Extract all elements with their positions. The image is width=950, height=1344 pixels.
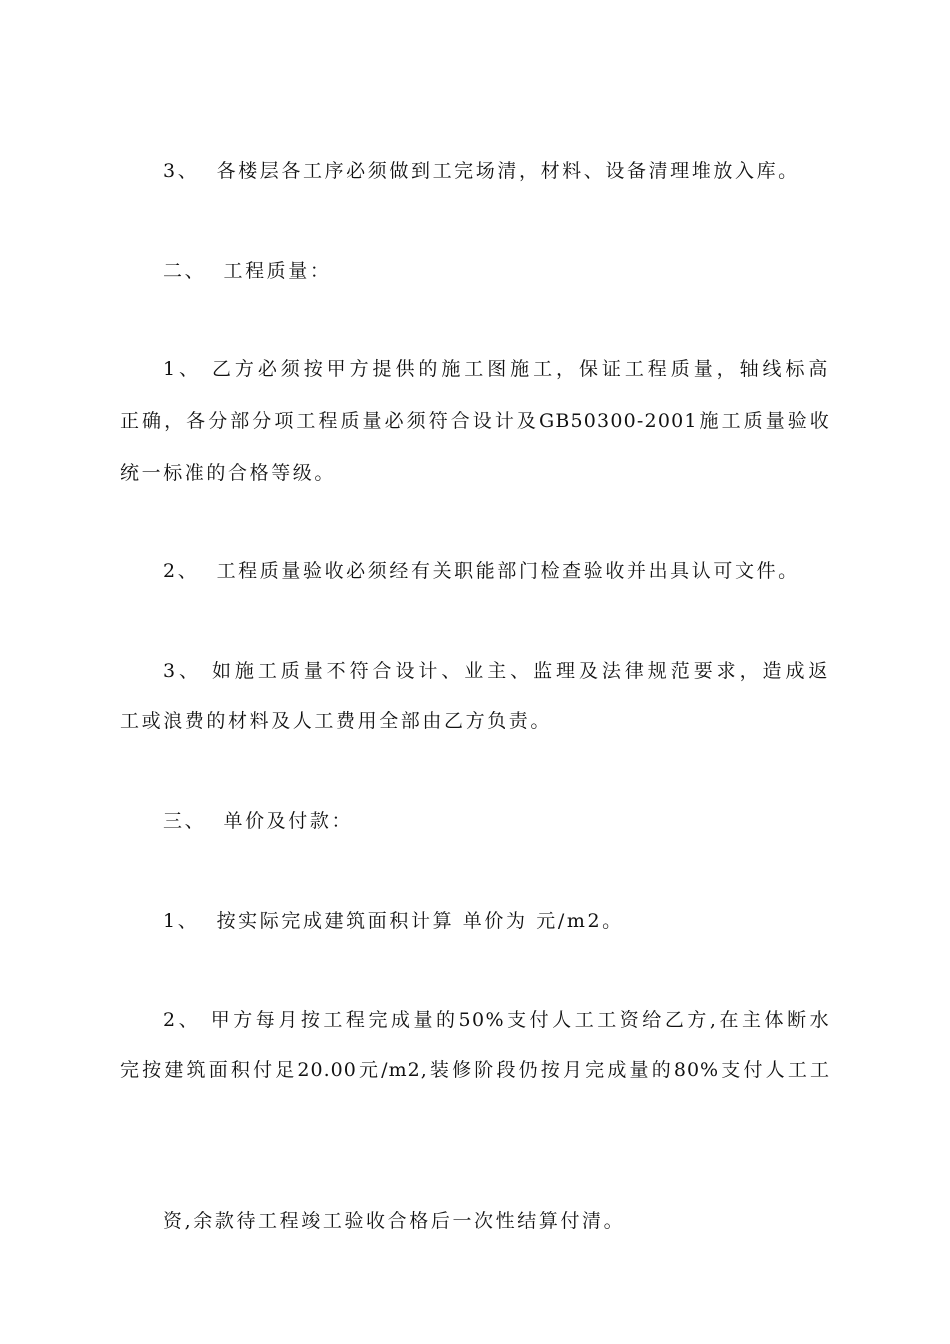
- paragraph-item-3-cleanup: 3、 各楼层各工序必须做到工完场清，材料、设备清理堆放入库。: [163, 160, 800, 182]
- paragraph-quality-1-line-3: 统一标准的合格等级。: [120, 462, 337, 484]
- section-heading-quality: 二、 工程质量：: [163, 260, 332, 282]
- paragraph-payment-2-line-1: 2、 甲方每月按工程完成量的50%支付人工工资给乙方,在主体断水: [163, 1009, 830, 1031]
- paragraph-payment-1: 1、 按实际完成建筑面积计算 单价为 元/m2。: [163, 910, 624, 932]
- paragraph-quality-1-line-2: 正确，各分部分项工程质量必须符合设计及GB50300-2001施工质量验收: [120, 410, 830, 432]
- paragraph-quality-1-line-1: 1、 乙方必须按甲方提供的施工图施工，保证工程质量，轴线标高: [163, 358, 830, 380]
- paragraph-quality-3-line-2: 工或浪费的材料及人工费用全部由乙方负责。: [120, 710, 553, 732]
- section-heading-price-payment: 三、 单价及付款：: [163, 810, 354, 832]
- paragraph-payment-2-line-3: 资,余款待工程竣工验收合格后一次性结算付清。: [163, 1210, 626, 1232]
- paragraph-quality-2: 2、 工程质量验收必须经有关职能部门检查验收并出具认可文件。: [163, 560, 800, 582]
- paragraph-quality-3-line-1: 3、 如施工质量不符合设计、业主、监理及法律规范要求，造成返: [163, 660, 830, 682]
- paragraph-payment-2-line-2: 完按建筑面积付足20.00元/m2,装修阶段仍按月完成量的80%支付人工工: [120, 1059, 830, 1081]
